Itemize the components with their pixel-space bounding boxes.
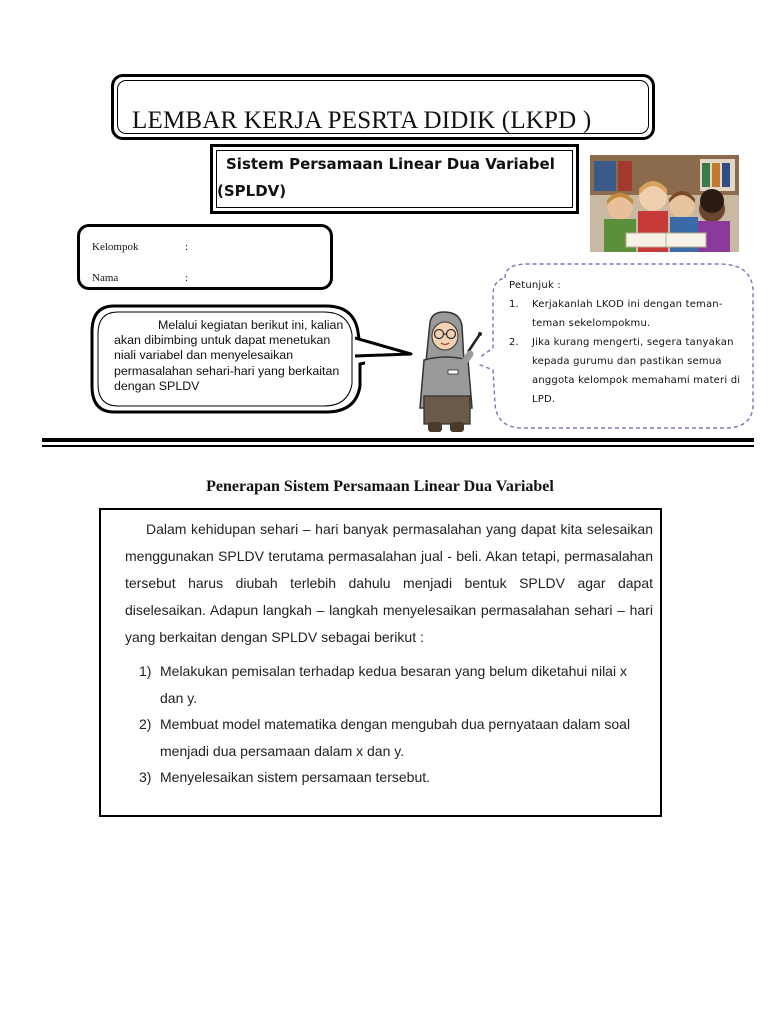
instruction-text: Kerjakanlah LKOD ini dengan teman-teman sekelompokmu. bbox=[532, 299, 723, 329]
group-separator: : bbox=[185, 241, 189, 253]
instructions bbox=[509, 276, 749, 409]
step-text: Melakukan pemisalan terhadap kedua besaran yang belum diketahui nilai x dan y. bbox=[160, 663, 627, 706]
children-reading-photo bbox=[590, 155, 739, 252]
subtitle-box bbox=[210, 144, 579, 214]
instruction-text: Jika kurang mengerti, segera tanyakan kepada gurumu dan pastikan semua anggota kelompok memahami materi di LPD. bbox=[532, 337, 741, 405]
instruction-item bbox=[509, 333, 749, 409]
intro-paragraph: Dalam kehidupan sehari – hari banyak permasalahan yang dapat kita selesaikan menggunakan SPLDV terutama permasalahan jual - beli. Akan tetapi, permasalahan tersebut harus diubah terlebih dahulu menjadi bentuk SPLDV agar dapat diselesaikan. Adapun langkah – langkah menyelesaikan permasalahan sehari – hari yang berkaitan dengan SPLDV sebagai berikut : bbox=[125, 521, 653, 645]
divider-thin bbox=[42, 445, 754, 447]
title-box bbox=[111, 74, 655, 140]
step-text: Membuat model matematika dengan mengubah dua pernyataan dalam soal menjadi dua persamaan dalam x dan y. bbox=[160, 716, 631, 759]
identity-box bbox=[77, 224, 333, 290]
speech-content: Melalui kegiatan berikut ini, kalian akan dibimbing untuk dapat menetukan niali variabel dan menyelesaikan permasalahan sehari-hari yang berkaitan dengan SPLDV bbox=[114, 318, 344, 393]
name-separator: : bbox=[185, 272, 189, 284]
list-item bbox=[139, 764, 649, 791]
step-number: 1) bbox=[139, 663, 152, 679]
divider-thick bbox=[42, 438, 754, 442]
list-item bbox=[139, 658, 649, 711]
instruction-item bbox=[509, 295, 749, 333]
children-reading-illustration bbox=[590, 155, 739, 252]
step-text: Menyelesaikan sistem persamaan tersebut. bbox=[160, 769, 431, 785]
step-number: 3) bbox=[139, 769, 152, 785]
content-box bbox=[99, 508, 662, 817]
steps-list bbox=[139, 658, 649, 791]
page-title: LEMBAR KERJA PESRTA DIDIK (LKPD ) bbox=[132, 107, 592, 134]
instruction-number: 1. bbox=[509, 299, 519, 310]
instruction-number: 2. bbox=[509, 337, 519, 348]
name-label: Nama bbox=[92, 272, 119, 284]
instructions-heading: Petunjuk : bbox=[509, 280, 561, 291]
step-number: 2) bbox=[139, 716, 152, 732]
section-heading: Penerapan Sistem Persamaan Linear Dua Variabel bbox=[206, 478, 554, 495]
group-label: Kelompok bbox=[92, 241, 139, 253]
subtitle: Sistem Persamaan Linear Dua Variabel (SPLDV) bbox=[217, 155, 555, 200]
list-item bbox=[139, 711, 649, 764]
speech-text bbox=[114, 318, 352, 394]
